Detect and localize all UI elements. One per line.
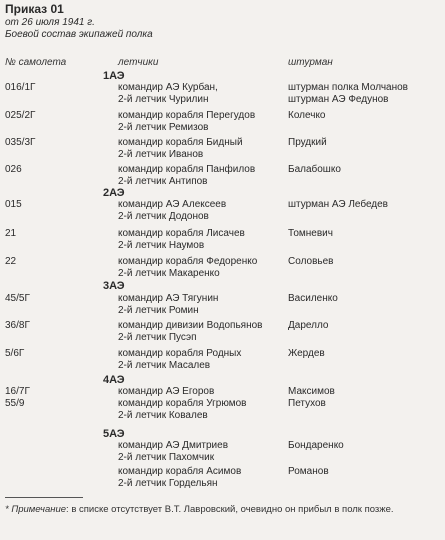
plane-number: 36/8Г <box>5 320 30 331</box>
pilot-name: 2-й летчик Масалев <box>118 360 211 371</box>
pilot-name: командир дивизии Водопьянов <box>118 320 263 331</box>
pilot-name: 2-й летчик Ремизов <box>118 122 209 133</box>
pilot-name: 2-й летчик Додонов <box>118 211 209 222</box>
plane-number: 22 <box>5 256 17 267</box>
pilot-name: командир корабля Перегудов <box>118 110 256 121</box>
pilot-name: 2-й летчик Ромин <box>118 305 199 316</box>
pilot-name: 2-й летчик Пусэп <box>118 332 197 343</box>
navigator-name: Максимов <box>288 386 335 397</box>
navigator-name: Дарелло <box>288 320 329 331</box>
navigator-name: Бондаренко <box>288 440 344 451</box>
footnote-text: : в списке отсутствует В.Т. Лавровский, очевидно он прибыл в полк позже. <box>66 504 394 515</box>
squadron-heading: 4АЭ <box>103 374 125 386</box>
footnote <box>5 503 439 517</box>
squadron-heading: 5АЭ <box>103 428 125 440</box>
navigator-name: Томневич <box>288 228 333 239</box>
plane-number: 026 <box>5 164 22 175</box>
header-pilots: летчики <box>118 57 159 68</box>
pilot-name: 2-й летчик Пахомчик <box>118 452 215 463</box>
footnote-marker: * Примечание <box>5 504 67 515</box>
plane-number: 21 <box>5 228 17 239</box>
navigator-name: штурман АЭ Федунов <box>288 94 389 105</box>
pilot-name: командир корабля Асимов <box>118 466 242 477</box>
pilot-name: командир АЭ Тягунин <box>118 293 219 304</box>
plane-number: 035/3Г <box>5 137 36 148</box>
navigator-name: Колечко <box>288 110 326 121</box>
pilot-name: 2-й летчик Ковалев <box>118 410 208 421</box>
plane-number: 015 <box>5 199 22 210</box>
header-plane: № самолета <box>5 57 67 68</box>
squadron-heading: 3АЭ <box>103 280 125 292</box>
pilot-name: командир АЭ Курбан, <box>118 82 218 93</box>
squadron-heading: 1АЭ <box>103 70 125 82</box>
plane-number: 5/6Г <box>5 348 25 359</box>
navigator-name: Прудкий <box>288 137 327 148</box>
pilot-name: 2-й летчик Гордельян <box>118 478 218 489</box>
pilot-name: командир корабля Федоренко <box>118 256 258 267</box>
pilot-name: 2-й летчик Иванов <box>118 149 204 160</box>
pilot-name: 2-й летчик Антипов <box>118 176 208 187</box>
navigator-name: Балабошко <box>288 164 341 175</box>
navigator-name: штурман АЭ Лебедев <box>288 199 388 210</box>
pilot-name: командир АЭ Егоров <box>118 386 215 397</box>
plane-number: 45/5Г <box>5 293 30 304</box>
order-subtitle: Боевой состав экипажей полка <box>5 29 153 40</box>
plane-number: 55/9 <box>5 398 25 409</box>
pilot-name: командир корабля Угрюмов <box>118 398 247 409</box>
navigator-name: Жердев <box>288 348 325 359</box>
plane-number: 16/7Г <box>5 386 30 397</box>
pilot-name: командир корабля Бидный <box>118 137 243 148</box>
plane-number: 016/1Г <box>5 82 36 93</box>
navigator-name: штурман полка Молчанов <box>288 82 408 93</box>
squadron-heading: 2АЭ <box>103 187 125 199</box>
pilot-name: 2-й летчик Макаренко <box>118 268 220 279</box>
pilot-name: командир АЭ Дмитриев <box>118 440 229 451</box>
pilot-name: 2-й летчик Наумов <box>118 240 205 251</box>
navigator-name: Петухов <box>288 398 326 409</box>
order-title: Приказ 01 <box>5 2 64 16</box>
footnote-rule <box>5 497 83 498</box>
pilot-name: командир АЭ Алексеев <box>118 199 227 210</box>
order-date: от 26 июля 1941 г. <box>5 17 95 28</box>
plane-number: 025/2Г <box>5 110 36 121</box>
navigator-name: Василенко <box>288 293 338 304</box>
pilot-name: командир корабля Родных <box>118 348 242 359</box>
navigator-name: Романов <box>288 466 329 477</box>
navigator-name: Соловьев <box>288 256 334 267</box>
pilot-name: 2-й летчик Чурилин <box>118 94 209 105</box>
pilot-name: командир корабля Панфилов <box>118 164 256 175</box>
header-navigator: штурман <box>288 57 333 68</box>
pilot-name: командир корабля Лисачев <box>118 228 245 239</box>
